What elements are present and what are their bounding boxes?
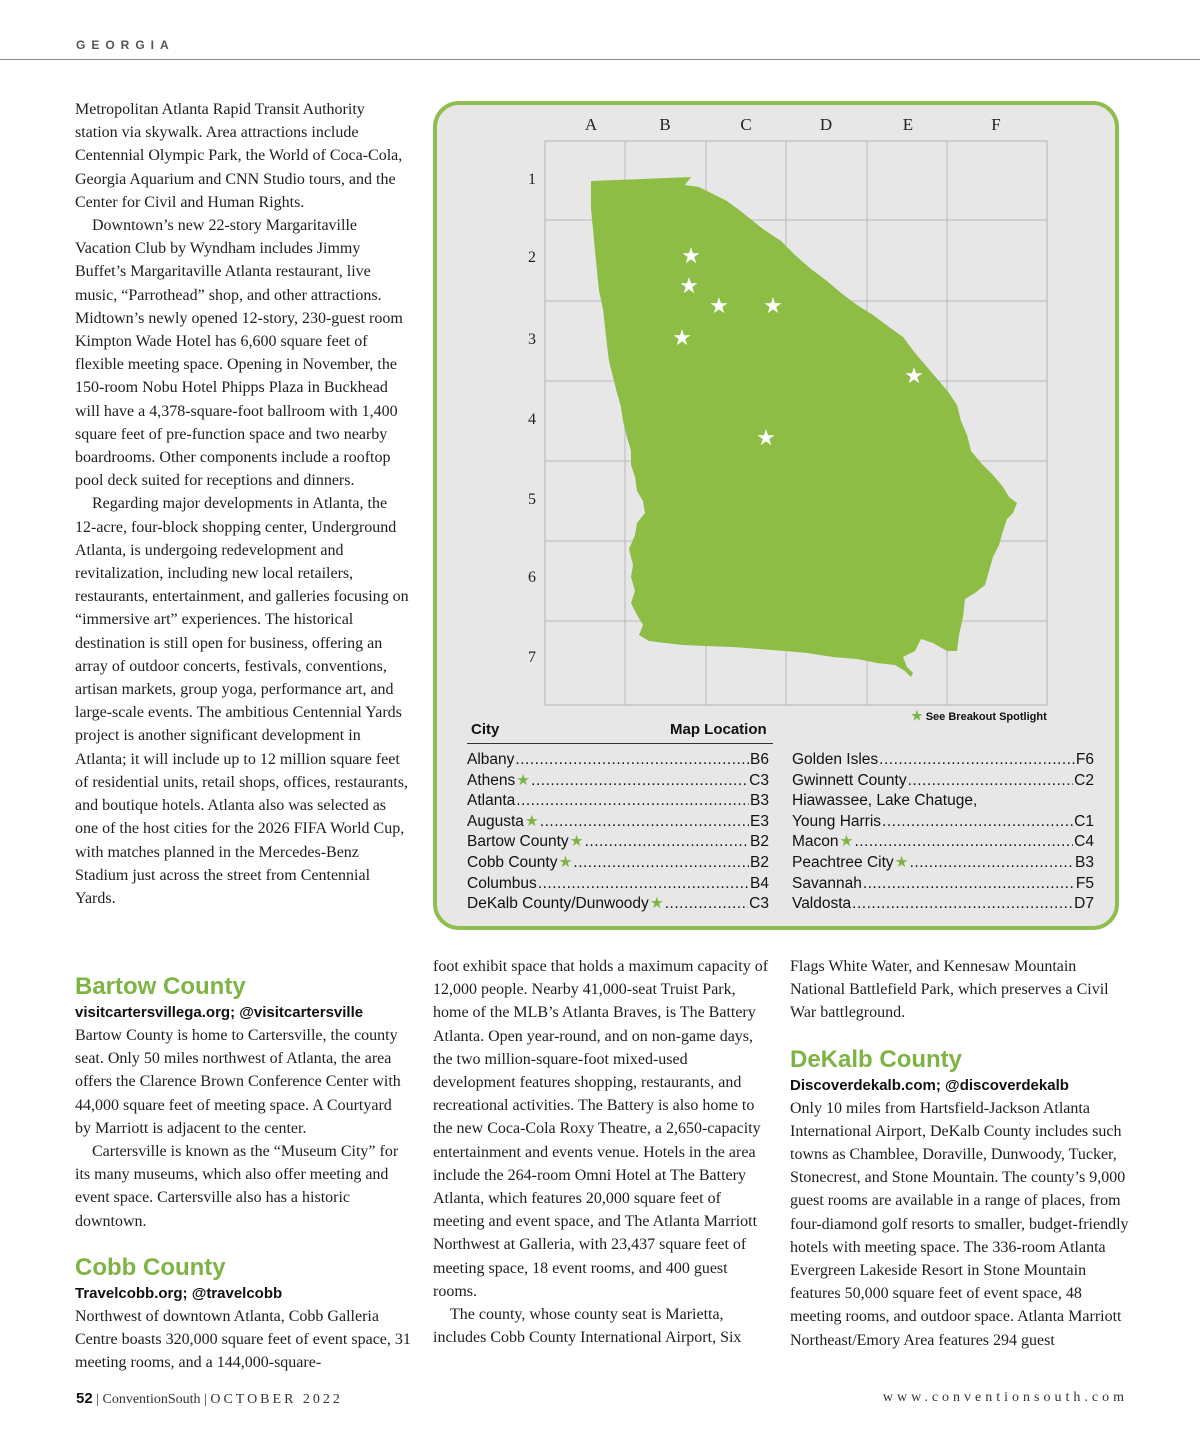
bartow-website: visitcartersvillega.org; @visitcartersville xyxy=(75,1004,364,1021)
map-column-label: B xyxy=(659,115,671,134)
location-row xyxy=(467,750,769,771)
location-row xyxy=(792,894,1094,915)
map-row-label: 7 xyxy=(528,649,536,666)
leader-dots xyxy=(910,853,1074,874)
location-row xyxy=(792,812,1094,833)
location-code: B3 xyxy=(750,792,769,810)
spotlight-note xyxy=(911,708,1047,724)
location-name: Hiawassee, Lake Chatuge, xyxy=(792,792,978,810)
star-icon: ★ xyxy=(911,708,923,723)
location-name: DeKalb County/Dunwoody xyxy=(467,895,649,913)
left-column-sections xyxy=(75,972,411,1374)
location-name: Gwinnett County xyxy=(792,771,907,789)
footer-separator: | xyxy=(204,1392,207,1407)
location-row xyxy=(792,791,1094,812)
location-code: E3 xyxy=(750,812,769,830)
location-code: B2 xyxy=(750,833,769,851)
leader-dots xyxy=(531,771,748,792)
location-code: F6 xyxy=(1075,751,1094,768)
leader-dots xyxy=(854,832,1073,853)
location-row xyxy=(467,853,769,874)
location-name: Young Harris xyxy=(792,812,882,830)
location-name: Albany xyxy=(467,751,515,768)
location-name: Macon xyxy=(792,833,839,851)
location-list-right xyxy=(792,750,1094,915)
location-row xyxy=(467,832,769,853)
leader-dots xyxy=(665,894,748,915)
leader-dots xyxy=(515,750,749,771)
location-row xyxy=(467,874,769,895)
map-row-label: 2 xyxy=(528,249,536,266)
footer-left xyxy=(76,1390,343,1408)
location-name: Savannah xyxy=(792,874,862,892)
location-name: Bartow County xyxy=(467,833,569,851)
right-column xyxy=(790,955,1135,1352)
location-name: Athens xyxy=(467,771,516,789)
leader-dots xyxy=(879,750,1075,771)
intro-column xyxy=(75,98,411,910)
leader-dots xyxy=(585,832,749,853)
location-row xyxy=(467,791,769,812)
star-icon: ★ xyxy=(904,363,924,388)
table-header-divider xyxy=(467,743,773,744)
star-icon: ★ xyxy=(681,243,701,268)
location-code: C2 xyxy=(1074,771,1094,789)
intro-paragraph: Downtown’s new 22-story Margaritaville Vacation Club by Wyndham includes Jimmy Buffet’s Margaritaville Atlanta restaurant, live music, “Parrothead” shop, and other attractions. Midtown’s newly opened 12-story, 230-guest room Kimpton Wade Hotel has 6,600 square feet of flexible meeting space. Opening in November, the 150-room Nobu Hotel Phipps Plaza in Buckhead will have a 4,378-square-foot ballroom with 1,400 square feet of pre-function space and two nearby boardrooms. Other components include a rooftop pool deck suited for receptions and dinners. xyxy=(75,217,403,490)
map-row-label: 5 xyxy=(528,491,536,508)
leader-dots xyxy=(573,853,749,874)
location-code: C3 xyxy=(749,771,769,789)
dekalb-title: DeKalb County xyxy=(790,1045,963,1073)
location-row xyxy=(792,750,1094,771)
issue-date: OCTOBER 2022 xyxy=(210,1392,343,1407)
middle-column xyxy=(433,955,773,1349)
location-name: Columbus xyxy=(467,874,537,892)
page-number: 52 xyxy=(76,1390,93,1407)
location-row xyxy=(467,812,769,833)
location-code: B3 xyxy=(1075,853,1094,871)
map-row-label: 4 xyxy=(528,411,536,428)
cobb-paragraph-end: Flags White Water, and Kennesaw Mountain National Battlefield Park, which preserves a Civil War battleground. xyxy=(790,958,1109,1022)
dekalb-website: Discoverdekalb.com; @discoverdekalb xyxy=(790,1076,1069,1094)
cobb-paragraph-cont: foot exhibit space that holds a maximum capacity of 12,000 people. Nearby 41,000-seat Truist Park, home of the MLB’s Atlanta Braves, is The Battery Atlanta. Open year-round, and on non-game days, the two million-square-foot mixed-used development features shopping, restaurants, and recreational activities. The Battery is also home to the new Coca-Cola Roxy Theatre, a 2,650-capacity entertainment and events venue. Hotels in the area include the 264-room Omni Hotel at The Battery Atlanta, which features 20,000 square feet of meeting and event space, and The Atlanta Marriott Northwest at Galleria, with 23,437 square feet of meeting space, 18 event rooms, and 400 guest rooms. xyxy=(433,958,769,1300)
bartow-paragraph: Cartersville is known as the “Museum City” for its many museums, which also offer meeting and event space. Cartersville also has a historic downtown. xyxy=(75,1143,399,1230)
star-icon: ★ xyxy=(709,293,729,318)
location-code: D7 xyxy=(1074,895,1094,913)
star-icon: ★ xyxy=(763,293,783,318)
location-code: C3 xyxy=(749,895,769,913)
location-name: Valdosta xyxy=(792,895,852,913)
publication-name: ConventionSouth xyxy=(102,1392,201,1407)
location-row xyxy=(792,853,1094,874)
intro-paragraph: Regarding major developments in Atlanta, the 12-acre, four-block shopping center, Underground Atlanta, is undergoing redevelopment and revitalization, including new local retailers, restaurants, entertainment, and galleries focusing on “immersive art” experiences. The historical destination is still open for business, offering an array of outdoor concerts, festivals, conventions, artisan markets, group yoga, performance art, and large-scale events. The ambitious Centennial Yards project is another significant development in Atlanta; it will include up to 12 million square feet of residential units, retail shops, offices, restaurants, and boutique hotels. Atlanta also was selected as one of the host cities for the 2026 FIFA World Cup, with matches planned in the Mercedes-Benz Stadium just across the street from Centennial Yards. xyxy=(75,495,409,907)
footer-website: www.conventionsouth.com xyxy=(882,1390,1128,1405)
star-icon: ★ xyxy=(672,325,692,350)
leader-dots xyxy=(882,812,1073,833)
map-column-label: E xyxy=(902,115,914,134)
section-label: GEORGIA xyxy=(76,38,175,52)
location-row xyxy=(792,832,1094,853)
intro-paragraph: Metropolitan Atlanta Rapid Transit Authority station via skywalk. Area attractions include Centennial Olympic Park, the World of Coca-Cola, Georgia Aquarium and CNN Studio tours, and the Center for Civil and Human Rights. xyxy=(75,101,403,211)
location-row xyxy=(792,771,1094,792)
table-header-location: Map Location xyxy=(670,721,767,738)
location-code: F5 xyxy=(1075,874,1094,892)
map-column-label: A xyxy=(584,115,598,134)
location-code: B4 xyxy=(750,874,769,892)
location-list-left xyxy=(467,750,769,915)
cobb-website: Travelcobb.org; @travelcobb xyxy=(75,1284,283,1302)
bartow-paragraph: Bartow County is home to Cartersville, the county seat. Only 50 miles northwest of Atlanta, the area offers the Clarence Brown Conference Center with 44,000 square feet of meeting space. A Courtyard by Marriott is adjacent to the center. xyxy=(75,1027,401,1137)
star-icon: ★ xyxy=(839,833,854,851)
map-column-label: C xyxy=(740,115,752,134)
location-row xyxy=(792,874,1094,895)
cobb-paragraph-start: Northwest of downtown Atlanta, Cobb Galleria Centre boasts 320,000 square feet of event space, 31 meeting rooms, and a 144,000-square- xyxy=(75,1307,411,1372)
star-icon: ★ xyxy=(679,273,699,298)
location-name: Peachtree City xyxy=(792,853,894,871)
map-column-label: F xyxy=(991,115,1001,134)
location-name: Cobb County xyxy=(467,853,558,871)
bartow-title: Bartow County xyxy=(75,973,246,1000)
leader-dots xyxy=(516,791,749,812)
spotlight-note-text: See Breakout Spotlight xyxy=(925,711,1047,723)
star-icon: ★ xyxy=(894,853,909,871)
star-icon: ★ xyxy=(516,771,531,789)
leader-dots xyxy=(852,894,1073,915)
location-name: Augusta xyxy=(467,812,524,830)
leader-dots xyxy=(540,812,749,833)
table-header-city: City xyxy=(471,721,500,738)
star-icon: ★ xyxy=(569,833,584,851)
location-row xyxy=(467,894,769,915)
location-name: Golden Isles xyxy=(792,751,879,768)
map-row-label: 1 xyxy=(528,171,536,188)
map-column-label: D xyxy=(819,115,833,134)
location-code: C1 xyxy=(1074,812,1094,830)
location-code: C4 xyxy=(1074,833,1094,851)
location-code: B6 xyxy=(750,751,769,768)
leader-dots xyxy=(908,771,1074,792)
leader-dots xyxy=(863,874,1075,895)
leader-dots xyxy=(538,874,749,895)
map-row-label: 6 xyxy=(528,569,536,586)
cobb-title: Cobb County xyxy=(75,1253,226,1281)
georgia-map-box xyxy=(433,101,1119,930)
footer-separator: | xyxy=(96,1392,99,1407)
star-icon: ★ xyxy=(649,895,664,913)
star-icon: ★ xyxy=(524,812,539,830)
location-name: Atlanta xyxy=(467,792,516,810)
star-icon: ★ xyxy=(756,425,776,450)
cobb-paragraph-2: The county, whose county seat is Marietta, includes Cobb County International Airport, Six xyxy=(433,1306,742,1347)
dekalb-paragraph: Only 10 miles from Hartsfield-Jackson Atlanta International Airport, DeKalb County includes such towns as Chamblee, Doraville, Dunwoody, Tucker, Stonecrest, and Stone Mountain. The county’s 9,000 guest rooms are available in a range of places, from four-diamond golf resorts to smaller, budget-friendly hotels with meeting space. The 336-room Atlanta Evergreen Lakeside Resort in Stone Mountain features 50,000 square feet of event space, 48 meeting rooms, and outdoor space. Atlanta Marriott Northeast/Emory Area features 294 guest xyxy=(790,1099,1129,1349)
map-row-label: 3 xyxy=(528,331,536,348)
star-icon: ★ xyxy=(558,853,573,871)
header-divider xyxy=(0,59,1200,60)
location-code: B2 xyxy=(750,853,769,871)
location-row xyxy=(467,771,769,792)
